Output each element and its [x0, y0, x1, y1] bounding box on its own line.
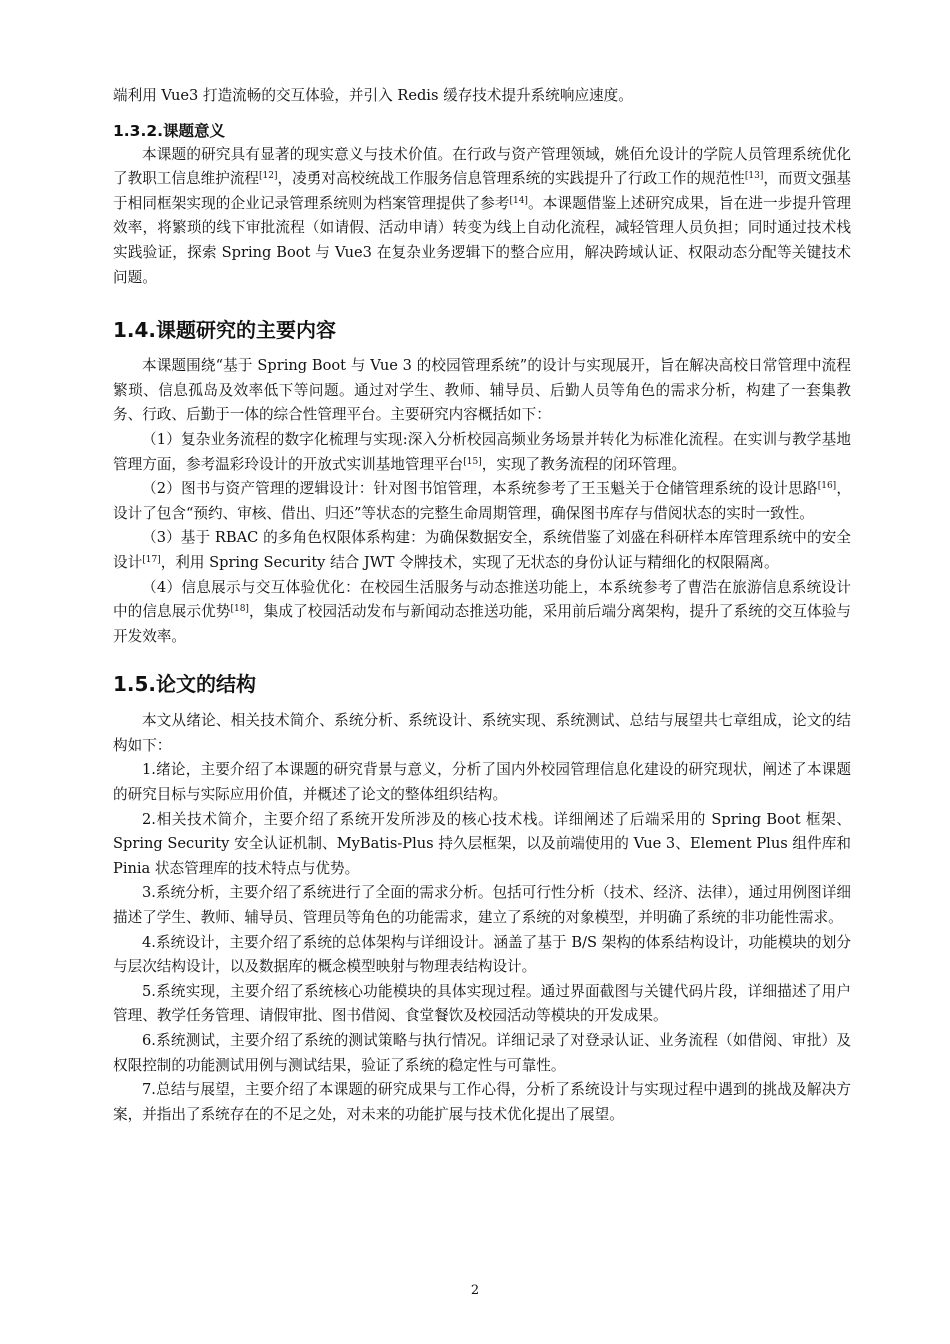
- citation-17: [17]: [142, 554, 161, 565]
- chapter-4-summary: 4.系统设计，主要介绍了系统的总体架构与详细设计。涵盖了基于 B/S 架构的体系结构设计，功能模块的划分与层次结构设计，以及数据库的概念模型映射与物理表结构设计。: [113, 933, 851, 976]
- citation-15: [15]: [463, 456, 482, 467]
- text: （3）基于 RBAC 的多角色权限体系构建：为确保数据安全，系统借鉴了刘盛在科研样本库管理系统中的安全设计: [113, 529, 851, 571]
- chapter-3-summary: 3.系统分析，主要介绍了系统进行了全面的需求分析。包括可行性分析（技术、经济、法律），通过用例图详细描述了学生、教师、辅导员、管理员等角色的功能需求，建立了系统的对象模型，并明确了系统的非功能性需求。: [113, 884, 851, 927]
- page-body: [113, 84, 851, 1127]
- text: ，凌勇对高校统战工作服务信息管理系统的实践提升了行政工作的规范性: [277, 170, 745, 188]
- text: ，而贾文强基于相同框架实现的企业记录管理系统则为档案管理提供了参考: [113, 170, 851, 212]
- citation-13: [13]: [744, 171, 764, 182]
- text: （1）复杂业务流程的数字化梳理与实现:深入分析校园高频业务场景并转化为标准化流程。在实训与教学基地管理方面，参考温彩玲设计的开放式实训基地管理平台: [113, 430, 851, 473]
- citation-18: [18]: [230, 604, 249, 615]
- list-item-1: [113, 428, 851, 477]
- text: 。本课题借鉴上述研究成果，旨在进一步提升管理效率，将繁琐的线下审批流程（如请假、活动申请）转变为线上自动化流程，减轻管理人员负担；同时通过技术栈实践验证，探索 Spring Boot 与 Vue3 在复杂业务逻辑下的整合应用，解决跨域认证、权限动态分配等关键技术问题。: [113, 194, 851, 286]
- text: ，集成了校园活动发布与新闻动态推送功能，采用前后端分离架构，提升了系统的交互体验与开发效率。: [113, 603, 851, 645]
- paragraph-main-content-intro: 本课题围绕“基于 Spring Boot 与 Vue 3 的校园管理系统”的设计与实现展开，旨在解决高校日常管理中流程繁琐、信息孤岛及效率低下等问题。通过对学生、教师、辅导员、后勤人员等角色的需求分析，构建了一套集教务、行政、后勤于一体的综合性管理平台。主要研究内容概括如下：: [113, 357, 851, 424]
- citation-14: [14]: [509, 195, 528, 206]
- text: ，实现了教务流程的闭环管理。: [481, 455, 687, 473]
- text: （4）信息展示与交互体验优化：在校园生活服务与动态推送功能上，本系统参考了曹浩在旅游信息系统设计中的信息展示优势: [113, 578, 851, 621]
- citation-12: [12]: [259, 171, 278, 182]
- list-item-2: [113, 477, 851, 526]
- paragraph-structure-intro: 本文从绪论、相关技术简介、系统分析、系统设计、系统实现、系统测试、总结与展望共七章组成，论文的结构如下：: [113, 712, 851, 754]
- text: 本课题的研究具有显著的现实意义与技术价值。在行政与资产管理领域，姚佰允设计的学院人员管理系统优化了教职工信息维护流程: [113, 145, 851, 188]
- paragraph-significance: [113, 143, 851, 291]
- chapter-6-summary: 6.系统测试，主要介绍了系统的测试策略与执行情况。详细记录了对登录认证、业务流程（如借阅、审批）及权限控制的功能测试用例与测试结果，验证了系统的稳定性与可靠性。: [113, 1032, 851, 1074]
- chapter-7-summary: 7.总结与展望，主要介绍了本课题的研究成果与工作心得，分析了系统设计与实现过程中遇到的挑战及解决方案，并指出了系统存在的不足之处，对未来的功能扩展与技术优化提出了展望。: [113, 1081, 851, 1123]
- text: ，设计了包含“预约、审核、借出、归还”等状态的完整生命周期管理，确保图书库存与借阅状态的实时一致性。: [113, 480, 851, 522]
- heading-1-4: 1.4.课题研究的主要内容: [113, 318, 337, 343]
- intro-line: 端利用 Vue3 打造流畅的交互体验，并引入 Redis 缓存技术提升系统响应速度。: [113, 87, 633, 104]
- heading-1-5: 1.5.论文的结构: [113, 672, 257, 697]
- page-number: 2: [470, 1283, 480, 1298]
- heading-1-3-2: 1.3.2.课题意义: [113, 121, 226, 140]
- chapter-5-summary: 5.系统实现，主要介绍了系统核心功能模块的具体实现过程。通过界面截图与关键代码片段，详细描述了用户管理、教学任务管理、请假审批、图书借阅、食堂餐饮及校园活动等模块的开发成果。: [113, 982, 851, 1025]
- chapter-1-summary: 1.绪论，主要介绍了本课题的研究背景与意义，分析了国内外校园管理信息化建设的研究现状，阐述了本课题的研究目标与实际应用价值，并概述了论文的整体组织结构。: [113, 761, 851, 804]
- text: ，利用 Spring Security 结合 JWT 令牌技术，实现了无状态的身份认证与精细化的权限隔离。: [160, 553, 779, 571]
- list-item-3: [113, 526, 851, 575]
- list-item-4: [113, 576, 851, 650]
- text: （2）图书与资产管理的逻辑设计：针对图书馆管理，本系统参考了王玉魁关于仓储管理系统的设计思路: [142, 480, 818, 498]
- citation-16: [16]: [817, 481, 837, 492]
- chapter-2-summary: 2.相关技术简介，主要介绍了系统开发所涉及的核心技术栈。详细阐述了后端采用的 Spring Boot 框架、Spring Security 安全认证机制、MyBatis-Plus 持久层框架，以及前端使用的 Vue 3、Element Plus 组件库和 Pinia 状态管理库的技术特点与优势。: [113, 810, 851, 877]
